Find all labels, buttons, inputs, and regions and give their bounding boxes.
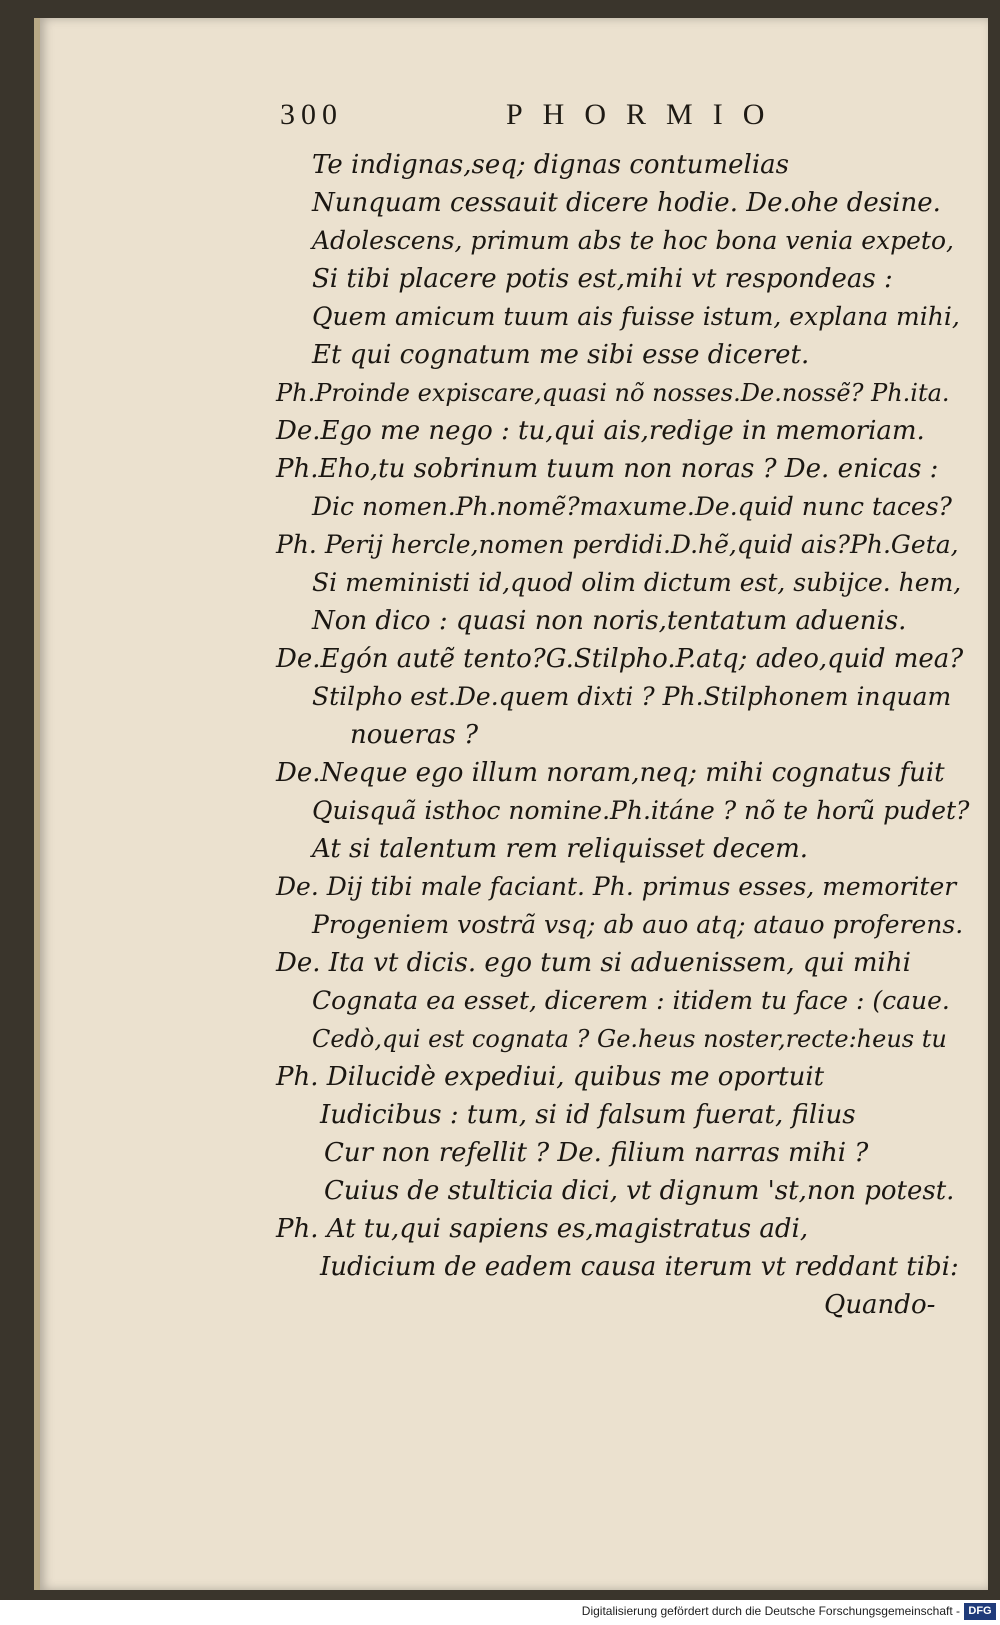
text-line: De.Ego me nego : tu,qui ais,redige in memoriam. (276, 416, 925, 446)
text-line: Nunquam cessauit dicere hodie. De.ohe desine. (312, 188, 941, 218)
text-line: Cuius de stulticia dici, vt dignum 'st,non potest. (324, 1176, 955, 1206)
book-page (34, 18, 988, 1590)
text-line: De.Egón autẽ tento?G.Stilpho.P.atq; adeo,quid mea? (276, 644, 964, 674)
text-line: Progeniem vostrã vsq; ab auo atq; atauo proferens. (312, 910, 964, 939)
text-line: Iudicium de eadem causa iterum vt reddant tibi: (320, 1252, 959, 1282)
text-line: Cur non refellit ? De. filium narras mihi ? (324, 1138, 869, 1168)
running-title: PHORMIO (506, 98, 785, 131)
text-line: Si tibi placere potis est,mihi vt respondeas : (312, 264, 893, 294)
text-line: Iudicibus : tum, si id falsum fuerat, filius (320, 1100, 856, 1130)
digitization-footer (0, 1600, 1000, 1625)
text-line: De.Neque ego illum noram,neq; mihi cognatus fuit (276, 758, 945, 788)
text-line: Te indignas,seq; dignas contumelias (312, 150, 790, 180)
text-line: Ph. Perij hercle,nomen perdidi.D.hẽ,quid ais?Ph.Geta, (276, 530, 959, 559)
catchword: Quando- (824, 1290, 936, 1320)
page-number: 300 (280, 98, 343, 131)
text-line: Ph.Eho,tu sobrinum tuum non noras ? De. enicas : (276, 454, 939, 484)
page-header (280, 98, 840, 138)
text-line: Ph.Proinde expiscare,quasi nõ nosses.De.nossẽ? Ph.ita. (276, 379, 950, 407)
text-line: Et qui cognatum me sibi esse diceret. (312, 340, 810, 370)
text-line: Ph. At tu,qui sapiens es,magistratus adi, (276, 1214, 809, 1244)
text-line: Cedò,qui est cognata ? Ge.heus noster,recte:heus tu (312, 1025, 947, 1053)
funding-note: Digitalisierung gefördert durch die Deutsche Forschungsgemeinschaft - (581, 1604, 960, 1618)
text-line: noueras ? (350, 720, 479, 750)
text-body (40, 146, 988, 1546)
text-line: Ph. Dilucidè expediui, quibus me oportuit (276, 1062, 825, 1092)
text-line: De. Dij tibi male faciant. Ph. primus esses, memoriter (276, 872, 957, 901)
text-line: Quem amicum tuum ais fuisse istum, explana mihi, (312, 302, 960, 331)
text-line: Cognata ea esset, dicerem : itidem tu face : (caue. (312, 986, 950, 1015)
text-line: Dic nomen.Ph.nomẽ?maxume.De.quid nunc taces? (312, 492, 952, 521)
text-line: Non dico : quasi non noris,tentatum aduenis. (312, 606, 907, 636)
text-line: Adolescens, primum abs te hoc bona venia expeto, (312, 226, 954, 255)
text-line: At si talentum rem reliquisset decem. (312, 834, 809, 864)
text-line: Si meministi id,quod olim dictum est, subijce. hem, (312, 568, 962, 597)
dfg-logo: DFG (964, 1603, 996, 1620)
text-line: De. Ita vt dicis. ego tum si aduenissem, qui mihi (276, 948, 911, 978)
text-line: Quisquã isthoc nomine.Ph.itáne ? nõ te horũ pudet? (312, 796, 970, 825)
text-line: Stilpho est.De.quem dixti ? Ph.Stilphonem inquam (312, 682, 952, 711)
